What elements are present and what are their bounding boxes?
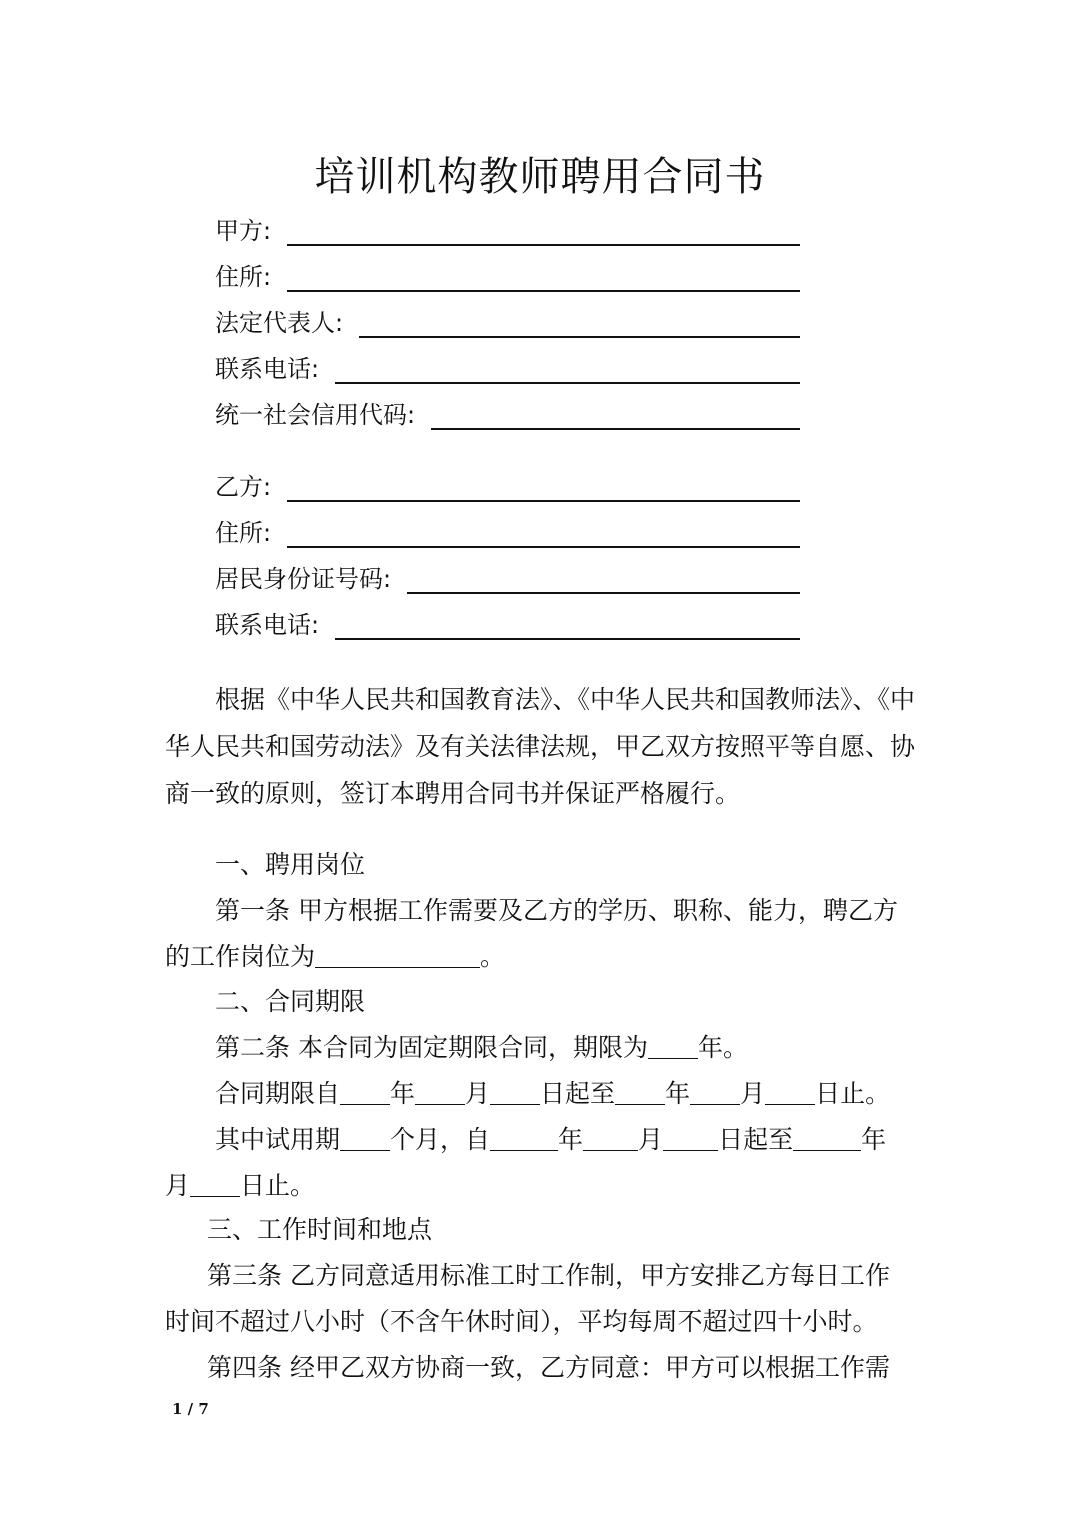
section-1-heading: 一、聘用岗位 bbox=[215, 850, 366, 879]
section-2-heading: 二、合同期限 bbox=[215, 987, 366, 1016]
party-b-id-field bbox=[215, 560, 800, 594]
party-a-credit-code-label: 统一社会信用代码: bbox=[215, 401, 416, 429]
probation-end-year-blank[interactable] bbox=[793, 1126, 861, 1151]
party-b-id-label: 居民身份证号码: bbox=[215, 565, 392, 593]
probation-prefix: 其中试用期 bbox=[215, 1125, 341, 1154]
party-a-rep-blank[interactable] bbox=[359, 308, 800, 338]
party-b-name-field bbox=[215, 468, 800, 502]
document-title: 培训机构教师聘用合同书 bbox=[314, 154, 766, 200]
party-a-name-blank[interactable] bbox=[287, 216, 800, 246]
probation-months-blank[interactable] bbox=[340, 1126, 390, 1151]
probation-end-day-label: 日止。 bbox=[240, 1171, 316, 1200]
probation-start-month-blank[interactable] bbox=[583, 1126, 638, 1151]
section-3-heading: 三、工作时间和地点 bbox=[207, 1215, 433, 1244]
party-a-phone-label: 联系电话: bbox=[215, 355, 320, 383]
article-2-suffix: 年。 bbox=[697, 1033, 748, 1062]
party-a-credit-code-field bbox=[215, 396, 800, 430]
start-year-label: 年 bbox=[390, 1079, 416, 1108]
end-month-blank[interactable] bbox=[690, 1080, 740, 1105]
article-4-line-1: 第四条 经甲乙双方协商一致，乙方同意：甲方可以根据工作需 bbox=[207, 1353, 890, 1382]
party-a-name-field bbox=[215, 212, 800, 246]
probation-start-day-blank[interactable] bbox=[663, 1126, 718, 1151]
party-a-rep-field bbox=[215, 304, 800, 338]
start-month-blank[interactable] bbox=[415, 1080, 465, 1105]
probation-end-year-label: 年 bbox=[861, 1125, 887, 1154]
party-a-address-label: 住所: bbox=[215, 263, 272, 291]
party-b-address-field bbox=[215, 514, 800, 548]
party-a-credit-code-blank[interactable] bbox=[431, 400, 800, 430]
probation-start-day-label: 日起至 bbox=[718, 1125, 794, 1154]
probation-line-2 bbox=[165, 1166, 315, 1202]
probation-start-year-label: 年 bbox=[558, 1125, 584, 1154]
start-day-label: 日起至 bbox=[540, 1079, 616, 1108]
party-a-name-label: 甲方: bbox=[215, 217, 272, 245]
contract-period-prefix: 合同期限自 bbox=[215, 1079, 341, 1108]
article-2-line bbox=[215, 1028, 748, 1064]
party-b-name-blank[interactable] bbox=[287, 472, 800, 502]
party-a-phone-blank[interactable] bbox=[335, 354, 800, 384]
article-1-position-suffix: 。 bbox=[480, 942, 506, 971]
party-b-phone-blank[interactable] bbox=[335, 610, 800, 640]
article-1-line-2 bbox=[165, 937, 505, 973]
contract-years-blank[interactable] bbox=[648, 1034, 698, 1059]
contract-period-line bbox=[215, 1074, 890, 1110]
party-b-id-blank[interactable] bbox=[407, 564, 800, 594]
preamble-line-2: 华人民共和国劳动法》及有关法律法规，甲乙双方按照平等自愿、协 bbox=[165, 732, 916, 761]
probation-end-month-label: 月 bbox=[165, 1171, 191, 1200]
party-b-address-blank[interactable] bbox=[287, 518, 800, 548]
article-1-position-prefix: 的工作岗位为 bbox=[165, 942, 316, 971]
end-year-blank[interactable] bbox=[615, 1080, 665, 1105]
end-day-blank[interactable] bbox=[765, 1080, 815, 1105]
party-a-phone-field bbox=[215, 350, 800, 384]
probation-months-label: 个月，自 bbox=[390, 1125, 491, 1154]
start-day-blank[interactable] bbox=[490, 1080, 540, 1105]
end-year-label: 年 bbox=[665, 1079, 691, 1108]
end-day-label: 日止。 bbox=[815, 1079, 891, 1108]
position-blank[interactable] bbox=[315, 943, 480, 968]
probation-line-1 bbox=[215, 1120, 886, 1156]
probation-start-month-label: 月 bbox=[638, 1125, 664, 1154]
article-3-line-1: 第三条 乙方同意适用标准工时工作制，甲方安排乙方每日工作 bbox=[207, 1261, 890, 1290]
end-month-label: 月 bbox=[740, 1079, 766, 1108]
preamble-line-3: 商一致的原则，签订本聘用合同书并保证严格履行。 bbox=[165, 779, 741, 808]
preamble-line-1: 根据《中华人民共和国教育法》、《中华人民共和国教师法》、《中 bbox=[215, 685, 916, 714]
party-a-rep-label: 法定代表人: bbox=[215, 309, 344, 337]
article-2-prefix: 第二条 本合同为固定期限合同，期限为 bbox=[215, 1033, 648, 1062]
party-a-address-field bbox=[215, 258, 800, 292]
page-number: 1 / 7 bbox=[172, 1400, 209, 1418]
party-b-phone-field bbox=[215, 606, 800, 640]
party-a-address-blank[interactable] bbox=[287, 262, 800, 292]
article-3-line-2: 时间不超过八小时（不含午休时间），平均每周不超过四十小时。 bbox=[165, 1307, 878, 1336]
probation-end-day-blank[interactable] bbox=[190, 1172, 240, 1197]
party-b-address-label: 住所: bbox=[215, 519, 272, 547]
start-year-blank[interactable] bbox=[340, 1080, 390, 1105]
party-b-name-label: 乙方: bbox=[215, 473, 272, 501]
party-b-phone-label: 联系电话: bbox=[215, 611, 320, 639]
start-month-label: 月 bbox=[465, 1079, 491, 1108]
probation-start-year-blank[interactable] bbox=[490, 1126, 558, 1151]
article-1-line-1: 第一条 甲方根据工作需要及乙方的学历、职称、能力，聘乙方 bbox=[215, 896, 898, 925]
